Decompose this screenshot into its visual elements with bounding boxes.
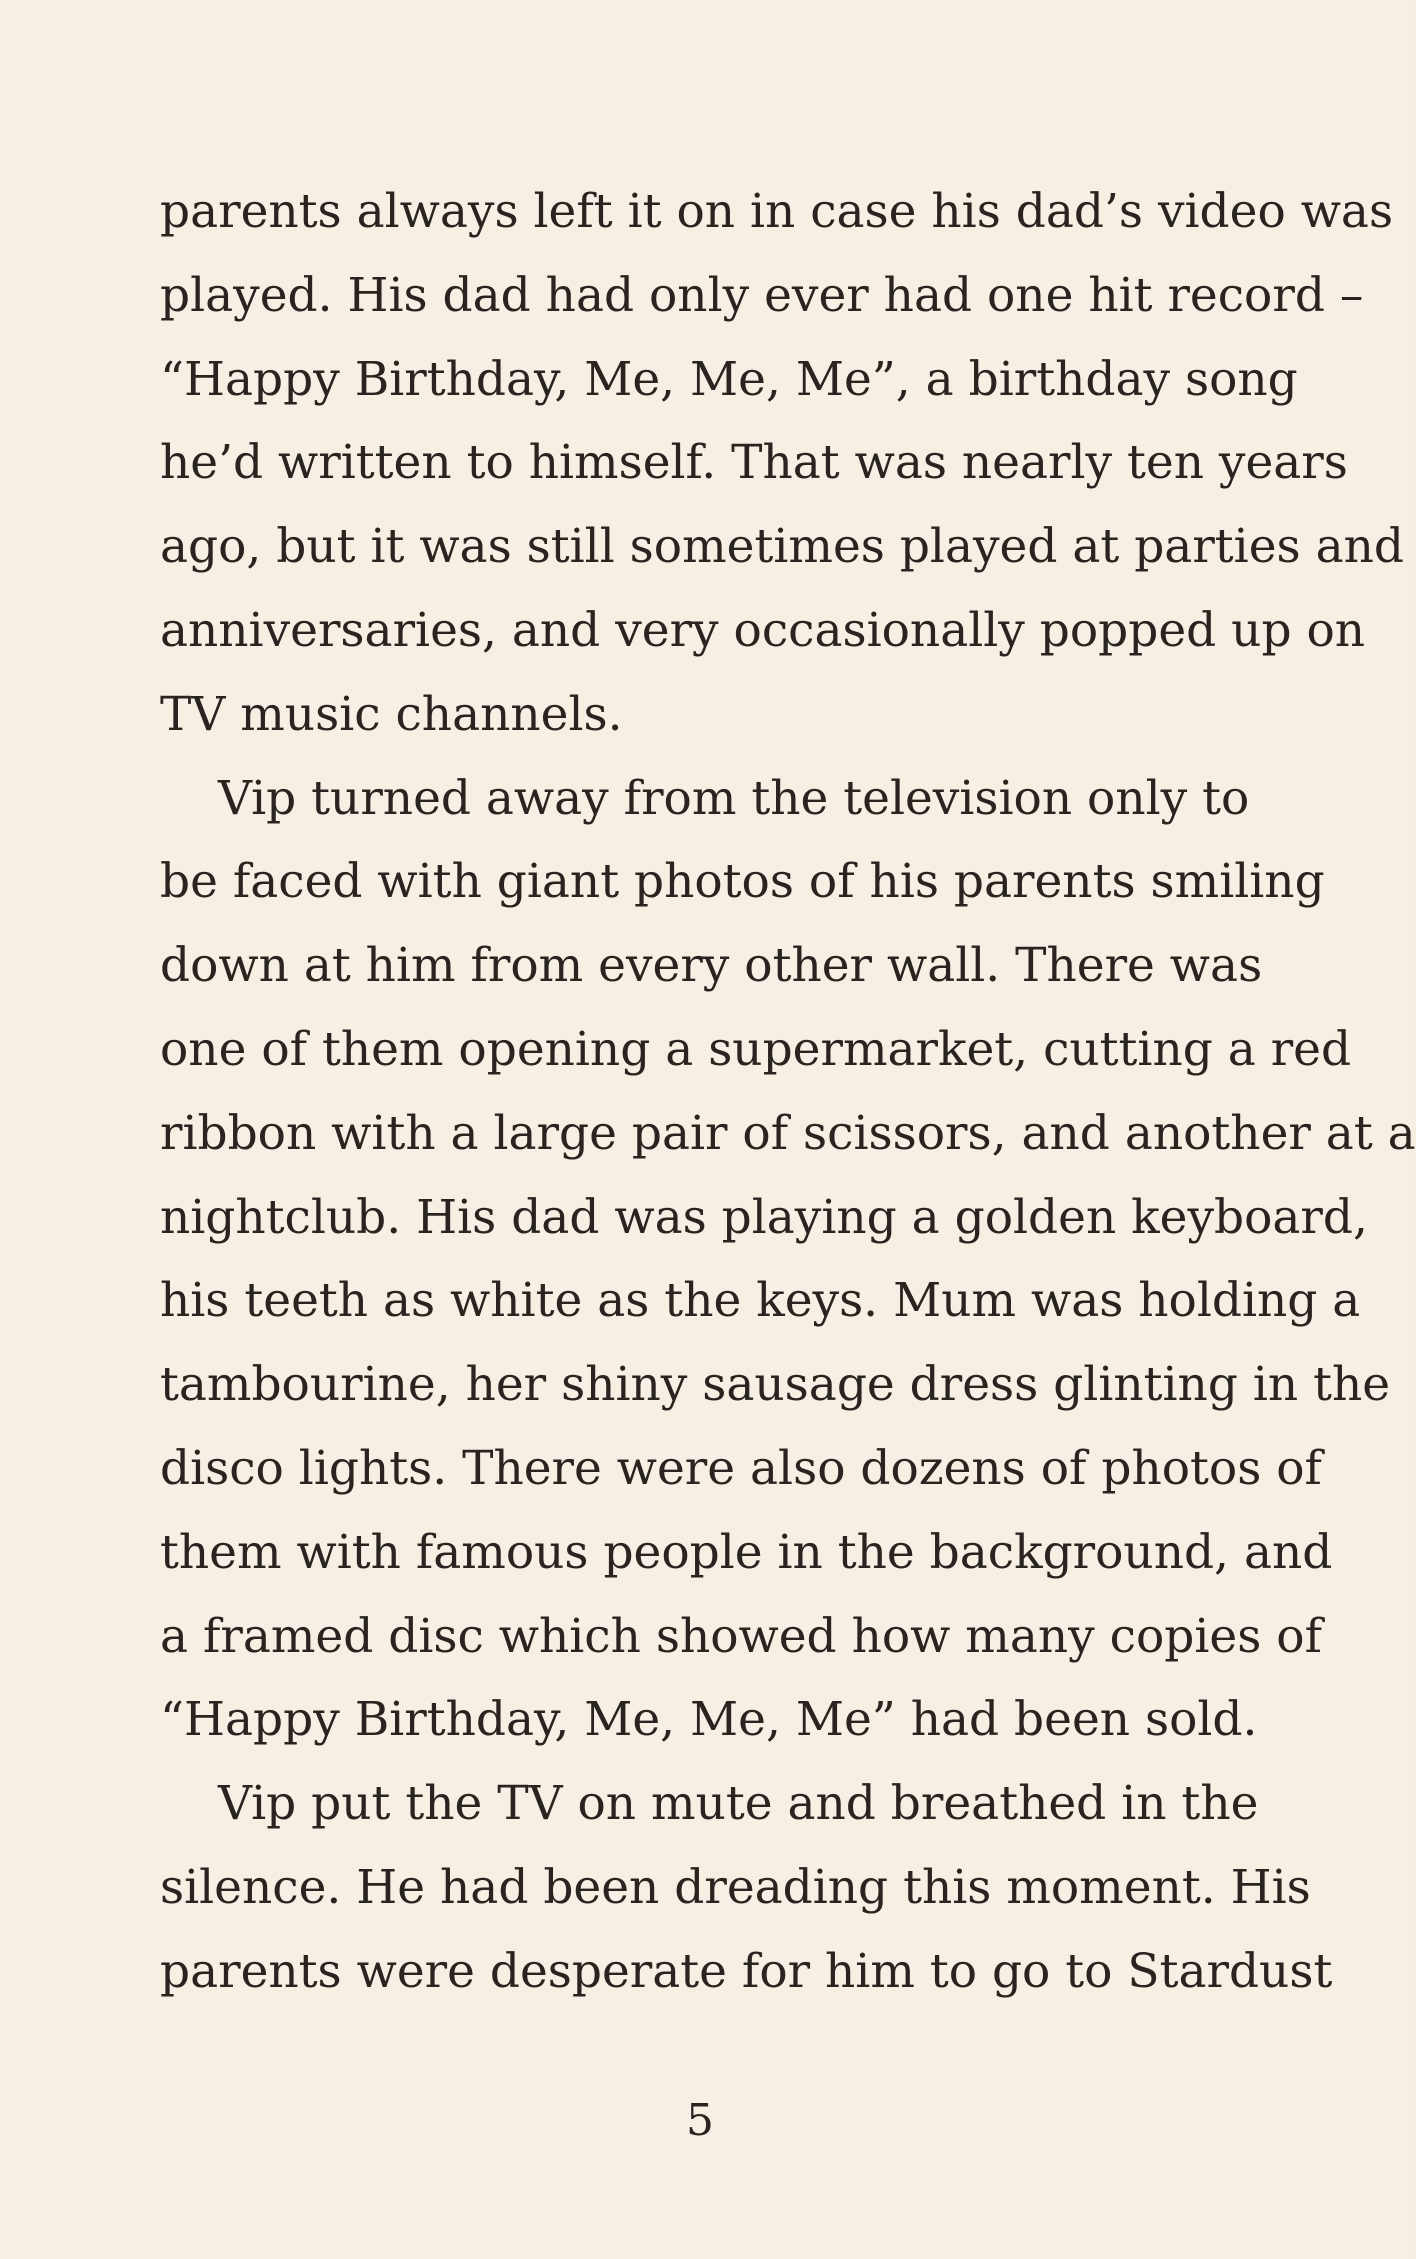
text-line: a framed disc which showed how many copies of bbox=[160, 1608, 1322, 1664]
text-line: Vip put the TV on mute and breathed in the bbox=[218, 1776, 1259, 1832]
text-line: played. His dad had only ever had one hit record – bbox=[160, 267, 1364, 323]
text-line: be faced with giant photos of his parents smiling bbox=[160, 854, 1325, 910]
text-line: silence. He had been dreading this moment. His bbox=[160, 1859, 1311, 1915]
text-line: “Happy Birthday, Me, Me, Me” had been sold. bbox=[160, 1692, 1258, 1748]
text-line: anniversaries, and very occasionally popped up on bbox=[160, 602, 1366, 658]
text-line: down at him from every other wall. There was bbox=[160, 938, 1263, 994]
page-number: 5 bbox=[686, 2095, 714, 2146]
text-line: nightclub. His dad was playing a golden keyboard, bbox=[160, 1189, 1368, 1245]
text-line: them with famous people in the background, and bbox=[160, 1524, 1333, 1580]
text-line: his teeth as white as the keys. Mum was holding a bbox=[160, 1273, 1361, 1329]
text-line: one of them opening a supermarket, cutting a red bbox=[160, 1021, 1352, 1077]
text-line: he’d written to himself. That was nearly ten years bbox=[160, 435, 1348, 491]
text-line: parents always left it on in case his dad’s video was bbox=[160, 184, 1394, 239]
text-line: parents were desperate for him to go to Stardust bbox=[160, 1943, 1333, 1999]
text-line: ago, but it was still sometimes played at parties and bbox=[160, 519, 1404, 575]
text-line: tambourine, her shiny sausage dress glinting in the bbox=[160, 1357, 1391, 1413]
text-line: disco lights. There were also dozens of photos of bbox=[160, 1440, 1322, 1496]
text-line: Vip turned away from the television only to bbox=[218, 770, 1250, 826]
text-line: TV music channels. bbox=[160, 686, 623, 742]
text-line: ribbon with a large pair of scissors, and another at a bbox=[160, 1105, 1416, 1161]
body-text bbox=[160, 170, 1416, 2014]
text-line: “Happy Birthday, Me, Me, Me”, a birthday song bbox=[160, 351, 1298, 407]
